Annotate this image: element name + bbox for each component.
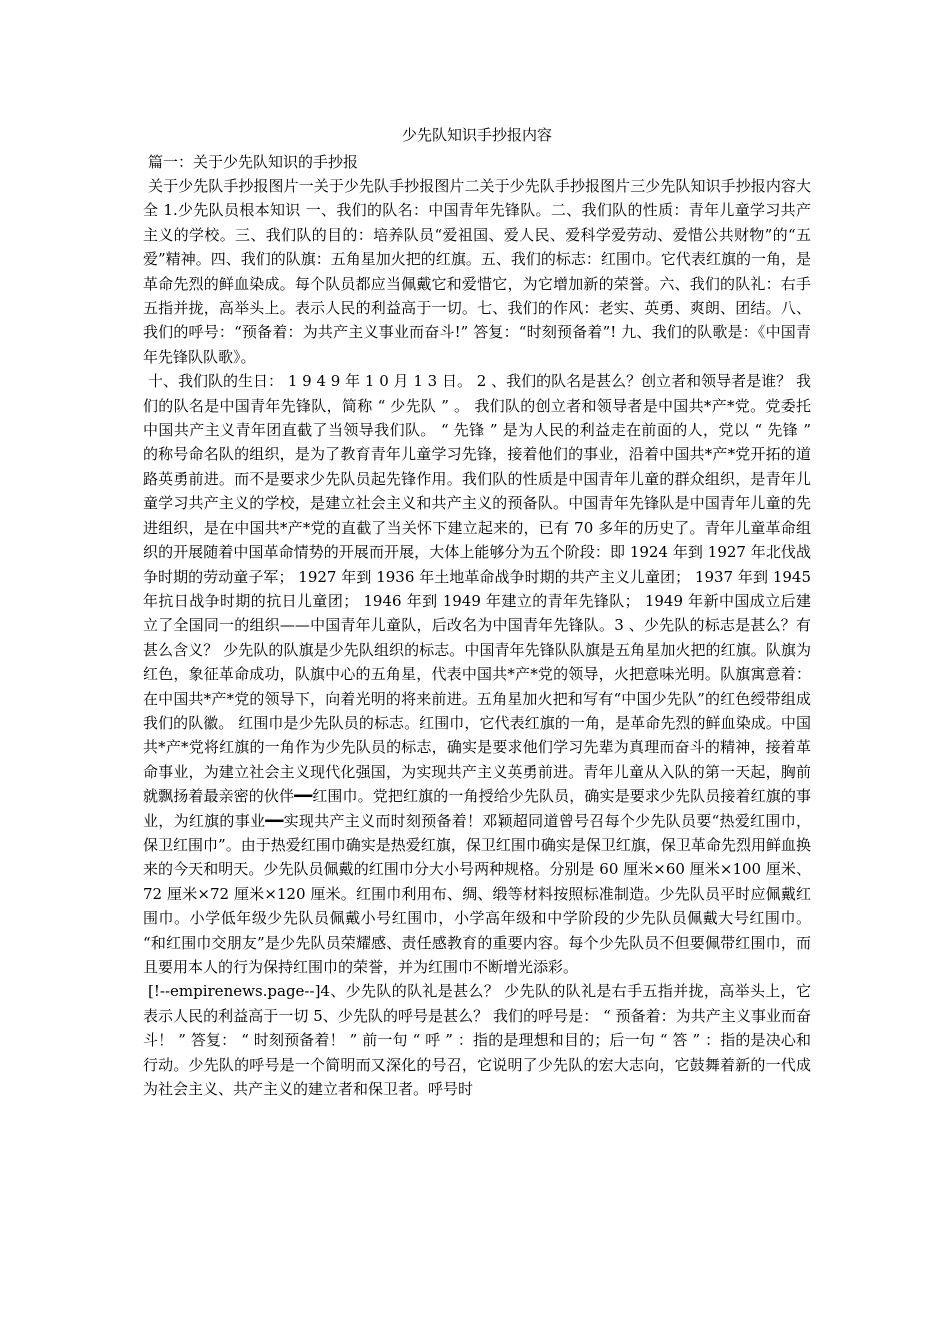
section-heading: 篇一：关于少先队知识的手抄报 [148,153,359,171]
document-title: 少先队知识手抄报内容 [401,126,552,144]
paragraph-2: 十、我们队的生日： 1 9 4 9 年 1 0 月 1 3 日。 2 、我们的队名是甚么？创立者和领导者是谁？ 我们的队名是中国青年先锋队，简称 “ 少先队 ” 。 我们队的创立者和领导者是中国共*产*党。党委托中国共产主义青年团直截了当领导我们队。 “ 先锋 ” 是为人民的利益走在前面的人，党以 “ 先锋 ” 的称号命名队的组织，是为了教育青年儿童学习先锋，接着他们的事业，沿着中国共*产*党开拓的道路英勇前进。而不是要求少先队员起先锋作用。我们队的性质是中国青年儿童的群众组织，是青年儿童学习共产主义的学校，是建立社会主义和共产主义的预备队。中国青年先锋队是中国青年儿童的先进组织，是在中国共*产*党的直截了当关怀下建立起来的，已有 70 多年的历史了。青年儿童革命组织的开展随着中国革命情势的开展而开展，大体上能够分为五个阶段：即 1924 年到 1927 年北伐战争时期的劳动童子军； 1927 年到 1936 年土地革命战争时期的共产主义儿童团； 1937 年到 1945 年抗日战争时期的抗日儿童团； 1946 年到 1949 年建立的青年先锋队； 1949 年新中国成立后建立了全国同一的组织——中国青年儿童队，后改名为中国青年先锋队。3 、少先队的标志是甚么？有甚么含义？ 少先队的队旗是少先队组织的标志。中国青年先锋队队旗是五角星加火把的红旗。队旗为红色，象征革命成功，队旗中心的五角星，代表中国共*产*党的领导，火把意味光明。队旗寓意着：在中国共*产*党的领导下，向着光明的将来前进。五角星加火把和写有“中国少先队”的红色绶带组成我们的队徽。 红围巾是少先队员的标志。红围巾，它代表红旗的一角，是革命先烈的鲜血染成。中国共*产*党将红旗的一角作为少先队员的标志，确实是要求他们学习先辈为真理而奋斗的精神，接着革命事业，为建立社会主义现代化强国，为实现共产主义英勇前进。青年儿童从入队的第一天起，胸前就飘扬着最亲密的伙伴━━红围巾。党把红旗的一角授给少先队员，确实是要求少先队员接着红旗的事业，为红旗的事业━━实现共产主义而时刻预备着！邓颖超同道曾号召每个少先队员要“热爱红围巾，保卫红围巾”。由于热爱红围巾确实是热爱红旗，保卫红围巾确实是保卫红旗，保卫革命先烈用鲜血换来的今天和明天。少先队员佩戴的红围巾分大小号两种规格。分别是 60 厘米×60 厘米×100 厘米、72 厘米×72 厘米×120 厘米。红围巾利用布、绸、缎等材料按照标准制造。少先队员平时应佩戴红围巾。小学低年级少先队员佩戴小号红围巾，小学高年级和中学阶段的少先队员佩戴大号红围巾。 “和红围巾交朋友”是少先队员荣耀感、责任感教育的重要内容。每个少先队员不但要佩带红围巾，而且要用本人的行为保持红围巾的荣誉，并为红围巾不断增光添彩。 [143,372,811,976]
paragraph-1: 关于少先队手抄报图片一关于少先队手抄报图片二关于少先队手抄报图片三少先队知识手抄报内容大全 1.少先队员根本知识 一、我们的队名：中国青年先锋队。二、我们队的性质：青年儿童学习共产主义的学校。三、我们队的目的：培养队员“爱祖国、爱人民、爱科学爱劳动、爱惜公共财物”的“五爱”精神。四、我们的队旗：五角星加火把的红旗。五、我们的标志：红围巾。它代表红旗的一角，是革命先烈的鲜血染成。每个队员都应当佩戴它和爱惜它，为它增加新的荣誉。六、我们的队礼：右手五指并拢，高举头上。表示人民的利益高于一切。七、我们的作风：老实、英勇、爽朗、团结。八、我们的呼号：“预备着：为共产主义事业而奋斗!” 答复：“时刻预备着”! 九、我们的队歌是：《中国青年先锋队队歌》。 [143,177,811,366]
document-page [143,124,811,1101]
paragraph-3: [!--empirenews.page--]4、少先队的队礼是甚么？ 少先队的队礼是右手五指并拢，高举头上，它表示人民的利益高于一切 5、少先队的呼号是甚么？ 我们的呼号是： “ 预备着：为共产主义事业而奋斗！ ” 答复： “ 时刻预备着！ ” 前一句 “ 呼 ” ：指的是理想和目的；后一句 “ 答 ” ：指的是决心和行动。少先队的呼号是一个简明而又深化的号召，它说明了少先队的宏大志向，它鼓舞着新的一代成为社会主义、共产主义的建立者和保卫者。呼号时 [143,982,811,1099]
